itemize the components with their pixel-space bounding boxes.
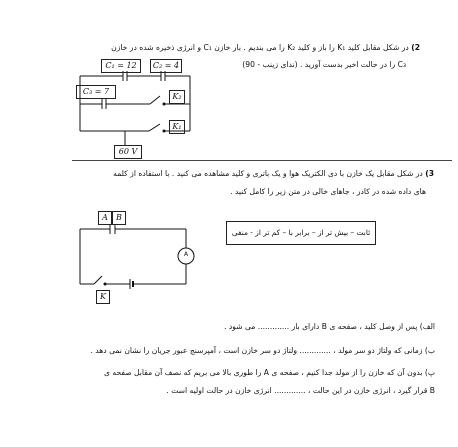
ammeter-label: A [183,251,189,258]
q3-text-1: در شکل مقابل یک خازن با دی الکتریک هوا و یک باتری و کلید مشاهده می کنید . با استفاده از کلمه [113,169,423,178]
c3-label: C₃ = 7 [76,85,116,99]
q2-number: 2) [411,43,420,52]
plate-b-label: B [112,211,126,225]
c1-label: C₁ = 12 [101,59,141,73]
part-a-text: الف) پس از وصل کلید ، صفحه ی B دارای بار ............. می شود . [224,322,435,331]
part-b-text: ب) زمانی که ولتاژ دو سر مولد ، ............. ولتاژ دو سر خازن است ، آمپرسنج عبور جریان را نشان نمی دهد . [90,346,435,355]
part-p-text-2: B قرار گیرد ، انرژی خازن در این حالت ، ............. انرژی خازن در حالت اولیه است . [166,386,435,395]
plate-a-label: A [98,211,112,225]
k1-label: K₁ [169,120,185,134]
c2-label: C₂ = 4 [150,59,182,73]
word-bank-box: ثابت – بیش تر از – برابر با – کم تر از - منفی [226,221,376,245]
voltage-label: 60 V [114,145,142,159]
q2-line2: C₃ را در حالت اخیر بدست آورید . (ندای زینب - 90) [242,60,406,69]
switch-k-label: K [96,290,110,304]
q2-text-1: در شکل مقابل کلید K₁ را باز و کلید K₂ را می بندیم . بار خازن C₁ و انرژی ذخیره شده در خازن [111,43,409,52]
q3-line2: های داده شده در کادر ، جاهای خالی در متن زیر را کامل کنید . [230,187,426,196]
q3-number: 3) [425,169,434,178]
k2-label: K₂ [169,90,185,104]
part-p-text-1: پ) بدون آن که خازن را از مولد جدا کنیم ، صفحه ی A را طوری بالا می بریم که نصف آن مقابل صفحه ی [104,368,435,377]
